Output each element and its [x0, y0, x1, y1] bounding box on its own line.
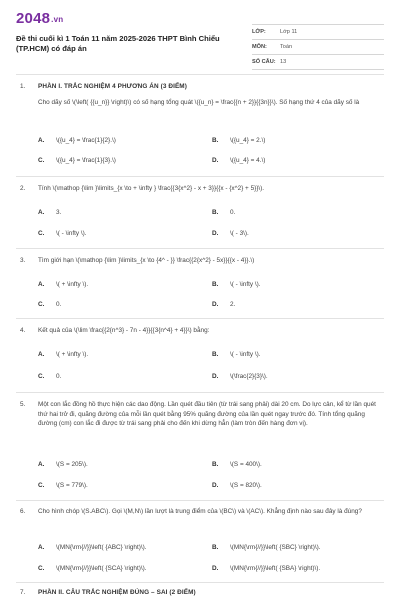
- option-text: \(MN{\rm{//}}\left( {SBA} \right)\).: [230, 565, 321, 572]
- option-label: A.: [38, 137, 45, 144]
- option-text: 0.: [56, 373, 62, 380]
- option-text: 0.: [56, 301, 62, 308]
- option-label: A.: [38, 209, 45, 216]
- exam-meta-table: [252, 24, 384, 70]
- option-text: \({u_4} = \frac{1}{3}.\): [56, 157, 116, 164]
- logo-text: 2048: [16, 10, 51, 27]
- section-title: PHẦN I. TRẮC NGHIỆM 4 PHƯƠNG ÁN (3 ĐIỂM): [38, 83, 187, 90]
- option-3b[interactable]: [212, 280, 261, 289]
- option-text: \(MN{\rm{//}}\left( {SCA} \right)\).: [56, 565, 147, 572]
- option-label: D.: [212, 373, 219, 380]
- option-label: B.: [212, 137, 219, 144]
- option-text: \( + \infty \).: [56, 351, 89, 358]
- logo-suffix: .vn: [51, 15, 64, 24]
- question-text: Kết quả của \(\lim \frac{{2{n^3} - 7n - 4}}{{3{n^4} + 4}}\) bằng:: [38, 327, 210, 334]
- option-label: C.: [38, 230, 45, 237]
- option-label: C.: [38, 565, 45, 572]
- option-label: B.: [212, 281, 219, 288]
- section-heading-part1: [20, 82, 384, 92]
- option-1b[interactable]: [212, 136, 265, 145]
- option-text: 2.: [230, 301, 236, 308]
- section-title: PHẦN II. CÂU TRẮC NGHIỆM ĐÚNG – SAI (2 ĐIỂM): [38, 589, 196, 596]
- option-5b[interactable]: [212, 460, 262, 469]
- divider: [16, 582, 384, 583]
- option-text: \(MN{\rm{//}}\left( {SBC} \right)\).: [230, 544, 321, 551]
- option-label: D.: [212, 301, 219, 308]
- question-number: 3.: [20, 257, 26, 264]
- question-text: Cho hình chóp \(S.ABC\). Gọi \(M,N\) lần lượt là trung điểm của \(BC\) và \(AC\). Khẳng định nào sau đây là đúng?: [38, 508, 362, 515]
- question-6: [20, 507, 384, 517]
- option-label: C.: [38, 301, 45, 308]
- question-3: [20, 256, 384, 266]
- option-text: \( - \infty \).: [230, 281, 261, 288]
- divider: [16, 74, 384, 75]
- section-heading-part2: [20, 588, 384, 598]
- meta-value: Lớp 11: [280, 29, 298, 35]
- option-6b[interactable]: [212, 543, 321, 552]
- option-text: \( - \infty \).: [230, 351, 261, 358]
- option-4a[interactable]: [38, 350, 88, 359]
- option-text: \(S = 400\).: [230, 461, 262, 468]
- question-text: Tìm giới hạn \(\mathop {\lim }\limits_{x \to {4^ - }} \frac{{2{x^2} - 5x}}{{x - 4}}.\): [38, 257, 255, 264]
- option-5a[interactable]: [38, 460, 88, 469]
- option-text: \({u_4} = \frac{1}{2}.\): [56, 137, 116, 144]
- meta-key: MÔN:: [252, 44, 267, 50]
- question-number: 2.: [20, 185, 26, 192]
- option-label: C.: [38, 157, 45, 164]
- option-4c[interactable]: [38, 372, 61, 381]
- option-label: D.: [212, 482, 219, 489]
- question-number: 4.: [20, 327, 26, 334]
- option-text: 0.: [230, 209, 236, 216]
- option-6c[interactable]: [38, 564, 147, 573]
- option-label: B.: [212, 351, 219, 358]
- meta-value: 13: [280, 59, 287, 65]
- option-4d[interactable]: [212, 372, 268, 381]
- option-text: \(S = 820\).: [230, 482, 262, 489]
- divider: [16, 500, 384, 501]
- option-text: \({u_4} = 2.\): [230, 137, 266, 144]
- question-number: 6.: [20, 508, 26, 515]
- option-label: B.: [212, 461, 219, 468]
- option-text: \( + \infty \).: [56, 281, 89, 288]
- option-2c[interactable]: [38, 229, 87, 238]
- option-text: 3.: [56, 209, 62, 216]
- option-3d[interactable]: [212, 300, 235, 309]
- exam-title: Đề thi cuối kì 1 Toán 11 năm 2025-2026 THPT Bình Chiểu (TP.HCM) có đáp án: [16, 34, 220, 53]
- option-label: A.: [38, 544, 45, 551]
- option-text: \(MN{\rm{//}}\left( {ABC} \right)\).: [56, 544, 147, 551]
- option-label: D.: [212, 230, 219, 237]
- exam-header: [16, 10, 384, 70]
- option-text: \({u_4} = 4.\): [230, 157, 266, 164]
- option-5c[interactable]: [38, 481, 88, 490]
- site-logo[interactable]: [16, 10, 63, 27]
- meta-value: Toán: [280, 44, 293, 50]
- option-label: B.: [212, 209, 219, 216]
- option-label: C.: [38, 482, 45, 489]
- option-text: \(S = 779\).: [56, 482, 88, 489]
- option-3a[interactable]: [38, 280, 88, 289]
- option-label: D.: [212, 565, 219, 572]
- question-text: Tính \(\mathop {\lim }\limits_{x \to + \infty } \frac{{3{x^2} - x + 3}}{{x - {x^2} + 5}}\).: [38, 185, 265, 192]
- option-label: A.: [38, 351, 45, 358]
- option-2a[interactable]: [38, 208, 61, 217]
- divider: [16, 318, 384, 319]
- meta-row-class: [252, 24, 384, 40]
- option-2d[interactable]: [212, 229, 249, 238]
- question-text: Một con lắc đồng hồ thực hiện các dao động. Lần quét đầu tiên (từ trái sang phải) dài 20 cm. Do lực cản, kể từ lần quét thứ hai trở đi, quãng đường của mỗi lần quét bằng 95% quãng đường của lần quét ngay trước đó. Tính tổng quãng đường (cm) con lắc đi được từ trái sang phải cho đến khi dừng hẳn (làm tròn đến hàng đơn vị).: [38, 401, 376, 427]
- option-label: A.: [38, 281, 45, 288]
- option-5d[interactable]: [212, 481, 262, 490]
- question-2: [20, 184, 384, 194]
- meta-key: LỚP:: [252, 29, 266, 35]
- section-number: 1.: [20, 83, 26, 90]
- divider: [16, 392, 384, 393]
- option-1c[interactable]: [38, 156, 116, 165]
- option-2b[interactable]: [212, 208, 235, 217]
- option-label: B.: [212, 544, 219, 551]
- option-6a[interactable]: [38, 543, 147, 552]
- option-label: D.: [212, 157, 219, 164]
- question-5: [20, 400, 384, 429]
- option-text: \( - 3\).: [230, 230, 249, 237]
- question-1: [20, 98, 384, 108]
- option-3c[interactable]: [38, 300, 61, 309]
- option-label: A.: [38, 461, 45, 468]
- section-number: 7.: [20, 589, 26, 596]
- meta-row-subject: [252, 40, 384, 55]
- divider: [16, 248, 384, 249]
- question-4: [20, 326, 384, 336]
- option-4b[interactable]: [212, 350, 261, 359]
- divider: [16, 176, 384, 177]
- option-1a[interactable]: [38, 136, 116, 145]
- option-1d[interactable]: [212, 156, 265, 165]
- option-text: \(\frac{2}{3}\).: [230, 373, 268, 380]
- meta-row-count: [252, 55, 384, 70]
- option-6d[interactable]: [212, 564, 320, 573]
- meta-key: SỐ CÂU:: [252, 59, 276, 65]
- option-text: \(S = 205\).: [56, 461, 88, 468]
- question-number: 5.: [20, 401, 26, 408]
- option-text: \( - \infty \).: [56, 230, 87, 237]
- option-label: C.: [38, 373, 45, 380]
- question-text: Cho dãy số \(\left( {{u_n}} \right)\) có số hạng tổng quát \({u_n} = \frac{{n + 2}}{{3n}}\). Số hạng thứ 4 của dãy số là: [38, 99, 360, 106]
